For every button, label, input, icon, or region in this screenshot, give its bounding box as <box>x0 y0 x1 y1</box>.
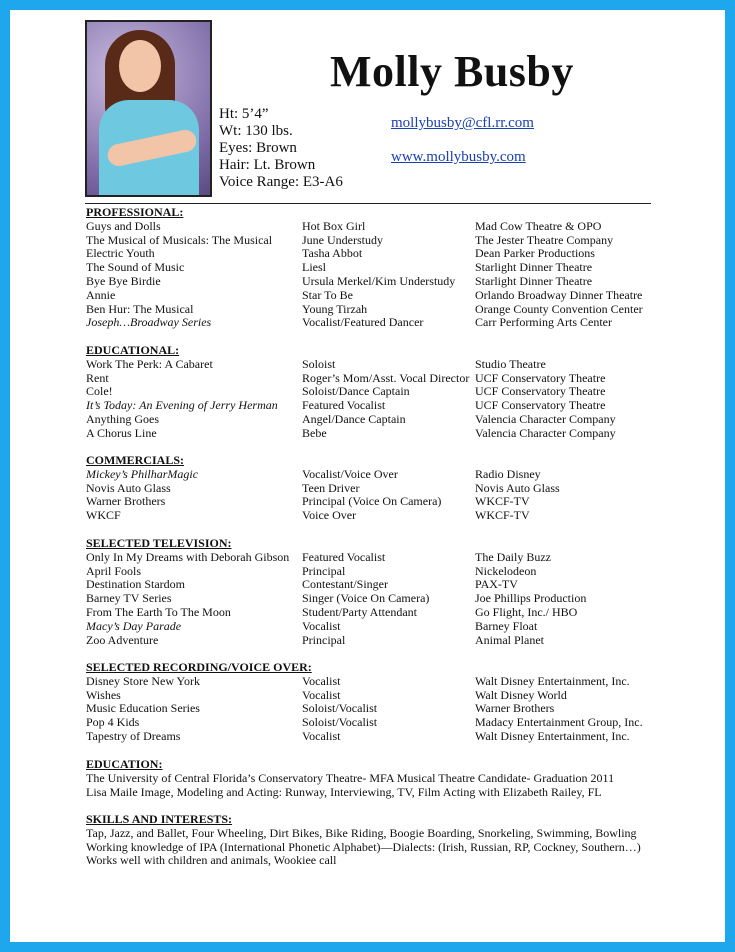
credit-title: April Fools <box>86 563 142 578</box>
educational-section <box>86 344 686 441</box>
credit-row <box>86 509 686 523</box>
skills-line: Working knowledge of IPA (International Phonetic Alphabet)—Dialects: (Irish, Russian, RP, Cockney, Southern…) <box>86 839 641 854</box>
section-title: COMMERCIALS: <box>86 453 184 467</box>
credit-title: It’s Today: An Evening of Jerry Herman <box>86 398 278 413</box>
hair: Hair: Lt. Brown <box>219 157 316 173</box>
credit-title: Ben Hur: The Musical <box>86 301 194 316</box>
credit-company: UCF Conservatory Theatre <box>475 384 606 399</box>
credit-role: Young Tirzah <box>302 301 368 316</box>
credit-role: Teen Driver <box>302 480 360 495</box>
credit-title: Macy’s Day Parade <box>86 618 182 633</box>
website-link[interactable]: www.mollybusby.com <box>391 149 526 165</box>
professional-section <box>86 206 686 330</box>
credit-title: Cole! <box>86 384 113 399</box>
credit-company: UCF Conservatory Theatre <box>475 398 606 413</box>
credit-role: Featured Vocalist <box>302 549 386 564</box>
credit-title: Novis Auto Glass <box>86 480 171 495</box>
weight: Wt: 130 lbs. <box>219 123 293 139</box>
credit-row <box>86 565 686 579</box>
recording-section <box>86 661 686 744</box>
television-section <box>86 537 686 647</box>
credit-company: Valencia Character Company <box>475 425 616 440</box>
credit-company: PAX-TV <box>475 577 518 592</box>
section-title: SELECTED TELEVISION: <box>86 536 232 550</box>
credit-role: Angel/Dance Captain <box>302 411 406 426</box>
credit-title: From The Earth To The Moon <box>86 604 231 619</box>
credit-title: Tapestry of Dreams <box>86 728 181 743</box>
credit-company: Walt Disney Entertainment, Inc. <box>475 673 630 688</box>
credit-row <box>86 620 686 634</box>
physical-stats <box>219 106 343 191</box>
credit-title: The Sound of Music <box>86 260 185 275</box>
credit-company: Animal Planet <box>475 632 544 647</box>
credit-title: The Musical of Musicals: The Musical <box>86 232 273 247</box>
credit-role: Bebe <box>302 425 327 440</box>
email-link[interactable]: mollybusby@cfl.rr.com <box>391 115 534 131</box>
credit-row <box>86 316 686 330</box>
credit-role: Voice Over <box>302 508 357 523</box>
resume-page <box>10 10 725 942</box>
page-title: Molly Busby <box>330 47 574 96</box>
credit-company: WKCF-TV <box>475 494 530 509</box>
credit-role: Contestant/Singer <box>302 577 388 592</box>
credit-title: Bye Bye Birdie <box>86 273 161 288</box>
credit-row <box>86 592 686 606</box>
credit-role: Vocalist/Voice Over <box>302 466 398 481</box>
credit-title: Barney TV Series <box>86 591 172 606</box>
credit-company: Novis Auto Glass <box>475 480 560 495</box>
skills-line: Tap, Jazz, and Ballet, Four Wheeling, Dirt Bikes, Bike Riding, Boogie Boarding, Snorkeling, Swimming, Bowling <box>86 825 637 840</box>
credit-company: Nickelodeon <box>475 563 537 578</box>
voice-range: Voice Range: E3-A6 <box>219 174 343 190</box>
skills-line: Works well with children and animals, Wookiee call <box>86 853 337 868</box>
credit-title: Rent <box>86 370 109 385</box>
credit-row <box>86 689 686 703</box>
credit-role: Principal (Voice On Camera) <box>302 494 442 509</box>
credit-row <box>86 634 686 648</box>
commercials-section <box>86 454 686 523</box>
credit-row <box>86 385 686 399</box>
credit-row <box>86 702 686 716</box>
credit-row <box>86 730 686 744</box>
credit-company: Joe Phillips Production <box>475 591 587 606</box>
credit-row <box>86 578 686 592</box>
credit-company: Orange County Convention Center <box>475 301 643 316</box>
credit-company: Walt Disney Entertainment, Inc. <box>475 728 630 743</box>
credit-row <box>86 289 686 303</box>
credit-role: Soloist <box>302 356 336 371</box>
credit-role: Star To Be <box>302 287 353 302</box>
section-title: SELECTED RECORDING/VOICE OVER: <box>86 660 312 674</box>
credit-row <box>86 606 686 620</box>
credit-title: Pop 4 Kids <box>86 715 140 730</box>
credit-company: Madacy Entertainment Group, Inc. <box>475 715 643 730</box>
credit-title: Mickey’s PhilharMagic <box>86 466 199 481</box>
credit-company: Orlando Broadway Dinner Theatre <box>475 287 643 302</box>
credit-row <box>86 495 686 509</box>
credit-company: Valencia Character Company <box>475 411 616 426</box>
credit-row <box>86 275 686 289</box>
credit-role: Vocalist <box>302 687 341 702</box>
credit-title: WKCF <box>86 508 121 523</box>
credit-role: Vocalist <box>302 728 341 743</box>
headshot-photo <box>85 20 212 197</box>
credit-title: Guys and Dolls <box>86 218 161 233</box>
credit-title: Wishes <box>86 687 121 702</box>
credit-company: Carr Performing Arts Center <box>475 315 612 330</box>
education-line: The University of Central Florida’s Conservatory Theatre- MFA Musical Theatre Candidate- Graduation 2011 <box>86 770 615 785</box>
credit-role: Soloist/Vocalist <box>302 701 378 716</box>
credit-company: Radio Disney <box>475 466 541 481</box>
credit-title: Zoo Adventure <box>86 632 159 647</box>
credit-row <box>86 399 686 413</box>
credit-role: Hot Box Girl <box>302 218 366 233</box>
credit-role: June Understudy <box>302 232 383 247</box>
credit-company: Studio Theatre <box>475 356 546 371</box>
credit-company: Go Flight, Inc./ HBO <box>475 604 578 619</box>
credit-role: Soloist/Vocalist <box>302 715 378 730</box>
credit-title: Only In My Dreams with Deborah Gibson <box>86 549 290 564</box>
credit-role: Principal <box>302 563 346 578</box>
credit-role: Vocalist/Featured Dancer <box>302 315 424 330</box>
credit-row <box>86 220 686 234</box>
credit-role: Ursula Merkel/Kim Understudy <box>302 273 456 288</box>
credit-row <box>86 358 686 372</box>
education-line: Lisa Maile Image, Modeling and Acting: Runway, Interviewing, TV, Film Acting with Elizabeth Railey, FL <box>86 784 602 799</box>
education-section <box>86 758 686 799</box>
credit-row <box>86 551 686 565</box>
credit-role: Tasha Abbot <box>302 246 363 261</box>
credit-title: Warner Brothers <box>86 494 166 509</box>
height: Ht: 5’4” <box>219 106 269 122</box>
credit-row <box>86 261 686 275</box>
credit-row <box>86 372 686 386</box>
credit-row <box>86 234 686 248</box>
credit-title: Joseph…Broadway Series <box>86 315 212 330</box>
divider <box>85 203 651 204</box>
credit-row <box>86 716 686 730</box>
credit-role: Singer (Voice On Camera) <box>302 591 430 606</box>
credit-title: Electric Youth <box>86 246 155 261</box>
credit-role: Featured Vocalist <box>302 398 386 413</box>
credit-row <box>86 427 686 441</box>
credit-row <box>86 468 686 482</box>
credit-company: UCF Conservatory Theatre <box>475 370 606 385</box>
credit-role: Roger’s Mom/Asst. Vocal Director <box>302 370 470 385</box>
credit-company: Walt Disney World <box>475 687 567 702</box>
section-title: EDUCATION: <box>86 757 163 771</box>
credit-title: Anything Goes <box>86 411 159 426</box>
credit-company: WKCF-TV <box>475 508 530 523</box>
credit-role: Vocalist <box>302 618 341 633</box>
credit-company: Barney Float <box>475 618 538 633</box>
section-title: PROFESSIONAL: <box>86 205 184 219</box>
skills-section <box>86 813 686 868</box>
section-title: SKILLS AND INTERESTS: <box>86 812 233 826</box>
credit-title: A Chorus Line <box>86 425 157 440</box>
credit-company: The Daily Buzz <box>475 549 551 564</box>
credit-role: Soloist/Dance Captain <box>302 384 410 399</box>
credit-title: Annie <box>86 287 116 302</box>
credit-title: Disney Store New York <box>86 673 200 688</box>
credit-company: The Jester Theatre Company <box>475 232 614 247</box>
credit-row <box>86 413 686 427</box>
credit-company: Dean Parker Productions <box>475 246 595 261</box>
credit-company: Mad Cow Theatre & OPO <box>475 218 602 233</box>
credit-row <box>86 247 686 261</box>
credit-row <box>86 482 686 496</box>
credit-title: Destination Stardom <box>86 577 185 592</box>
credit-row <box>86 675 686 689</box>
section-title: EDUCATIONAL: <box>86 343 180 357</box>
contact-info <box>391 106 534 174</box>
credit-company: Starlight Dinner Theatre <box>475 273 593 288</box>
eyes: Eyes: Brown <box>219 140 297 156</box>
credit-role: Student/Party Attendant <box>302 604 417 619</box>
credit-role: Vocalist <box>302 673 341 688</box>
credit-row <box>86 303 686 317</box>
credit-role: Principal <box>302 632 346 647</box>
credit-role: Liesl <box>302 260 326 275</box>
credit-title: Music Education Series <box>86 701 200 716</box>
credit-title: Work The Perk: A Cabaret <box>86 356 213 371</box>
credit-company: Starlight Dinner Theatre <box>475 260 593 275</box>
credit-company: Warner Brothers <box>475 701 555 716</box>
